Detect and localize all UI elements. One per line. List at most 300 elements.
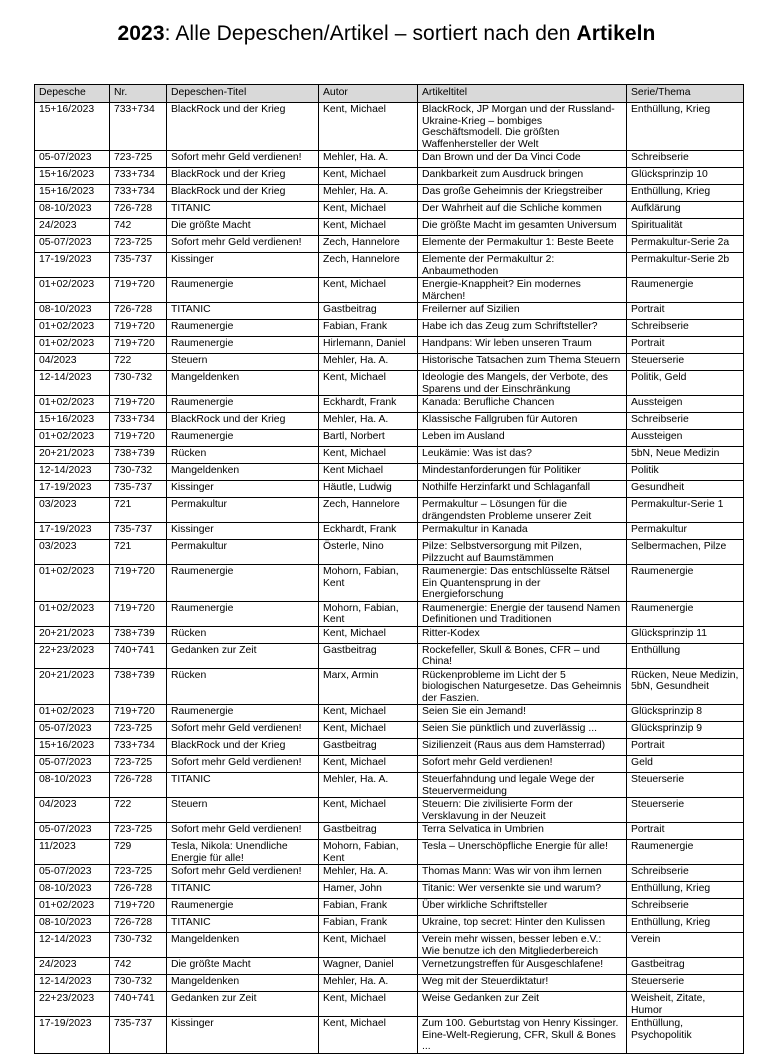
- autor-cell: Kent, Michael: [319, 756, 418, 773]
- nr-cell: 742: [110, 219, 167, 236]
- depesche-cell: 17-19/2023: [35, 481, 110, 498]
- depesche-cell: 24/2023: [35, 219, 110, 236]
- autor-cell: Gastbeitrag: [319, 303, 418, 320]
- serie-thema-cell: Schreibserie: [627, 899, 744, 916]
- nr-cell: 721: [110, 540, 167, 565]
- table-body: [35, 103, 744, 1054]
- table-row: [35, 523, 744, 540]
- depeschen-titel-cell: TITANIC: [167, 303, 319, 320]
- depesche-cell: 12-14/2023: [35, 975, 110, 992]
- serie-thema-cell: Steuerserie: [627, 773, 744, 798]
- nr-cell: 722: [110, 798, 167, 823]
- autor-cell: Kent, Michael: [319, 202, 418, 219]
- depeschen-titel-cell: Raumenergie: [167, 320, 319, 337]
- serie-thema-cell: Rücken, Neue Medizin, 5bN, Gesundheit: [627, 668, 744, 705]
- serie-thema-cell: Portrait: [627, 337, 744, 354]
- table-row: [35, 464, 744, 481]
- depesche-cell: 22+23/2023: [35, 992, 110, 1017]
- autor-cell: Kent, Michael: [319, 447, 418, 464]
- artikeltitel-cell: Ukraine, top secret: Hinter den Kulissen: [418, 916, 627, 933]
- autor-cell: Gastbeitrag: [319, 823, 418, 840]
- column-header-serie-thema: Serie/Thema: [627, 85, 744, 103]
- artikeltitel-cell: Permakultur in Kanada: [418, 523, 627, 540]
- nr-cell: 719+720: [110, 565, 167, 602]
- serie-thema-cell: Portrait: [627, 739, 744, 756]
- depeschen-titel-cell: Raumenergie: [167, 565, 319, 602]
- depeschen-titel-cell: Sofort mehr Geld verdienen!: [167, 865, 319, 882]
- serie-thema-cell: Permakultur: [627, 523, 744, 540]
- artikeltitel-cell: Dankbarkeit zum Ausdruck bringen: [418, 168, 627, 185]
- depeschen-titel-cell: Die größte Macht: [167, 958, 319, 975]
- depesche-cell: 24/2023: [35, 958, 110, 975]
- artikeltitel-cell: Über wirkliche Schriftsteller: [418, 899, 627, 916]
- nr-cell: 742: [110, 958, 167, 975]
- nr-cell: 730-732: [110, 464, 167, 481]
- nr-cell: 738+739: [110, 626, 167, 643]
- serie-thema-cell: Schreibserie: [627, 865, 744, 882]
- autor-cell: Mohorn, Fabian, Kent: [319, 565, 418, 602]
- table-row: [35, 773, 744, 798]
- depesche-cell: 11/2023: [35, 840, 110, 865]
- serie-thema-cell: Politik: [627, 464, 744, 481]
- depesche-cell: 15+16/2023: [35, 103, 110, 151]
- autor-cell: Kent, Michael: [319, 722, 418, 739]
- nr-cell: 735-737: [110, 1017, 167, 1054]
- table-row: [35, 933, 744, 958]
- nr-cell: 735-737: [110, 481, 167, 498]
- depeschen-titel-cell: Mangeldenken: [167, 975, 319, 992]
- artikeltitel-cell: BlackRock, JP Morgan und der Russland-Ukraine-Krieg – bombiges Geschäftsmodell. Die größten Waffenhersteller der Welt: [418, 103, 627, 151]
- artikeltitel-cell: Die größte Macht im gesamten Universum: [418, 219, 627, 236]
- autor-cell: Gastbeitrag: [319, 643, 418, 668]
- nr-cell: 735-737: [110, 523, 167, 540]
- depesche-cell: 15+16/2023: [35, 739, 110, 756]
- depeschen-titel-cell: TITANIC: [167, 882, 319, 899]
- artikeltitel-cell: Ritter-Kodex: [418, 626, 627, 643]
- table-row: [35, 396, 744, 413]
- artikeltitel-cell: Nothilfe Herzinfarkt und Schlaganfall: [418, 481, 627, 498]
- autor-cell: Kent, Michael: [319, 798, 418, 823]
- table-row: [35, 756, 744, 773]
- depesche-cell: 08-10/2023: [35, 303, 110, 320]
- autor-cell: Kent, Michael: [319, 278, 418, 303]
- depeschen-titel-cell: TITANIC: [167, 202, 319, 219]
- artikeltitel-cell: Elemente der Permakultur 1: Beste Beete: [418, 236, 627, 253]
- serie-thema-cell: Enthüllung, Krieg: [627, 916, 744, 933]
- column-header-nr: Nr.: [110, 85, 167, 103]
- depeschen-titel-cell: Rücken: [167, 447, 319, 464]
- artikeltitel-cell: Pilze: Selbstversorgung mit Pilzen, Pilzzucht auf Baumstämmen: [418, 540, 627, 565]
- table-row: [35, 626, 744, 643]
- serie-thema-cell: Weisheit, Zitate, Humor: [627, 992, 744, 1017]
- artikeltitel-cell: Titanic: Wer versenkte sie und warum?: [418, 882, 627, 899]
- table-row: [35, 337, 744, 354]
- table-row: [35, 413, 744, 430]
- artikeltitel-cell: Der Wahrheit auf die Schliche kommen: [418, 202, 627, 219]
- table-row: [35, 354, 744, 371]
- table-row: [35, 705, 744, 722]
- autor-cell: Eckhardt, Frank: [319, 396, 418, 413]
- depesche-cell: 05-07/2023: [35, 823, 110, 840]
- depesche-cell: 22+23/2023: [35, 643, 110, 668]
- table-row: [35, 430, 744, 447]
- nr-cell: 726-728: [110, 303, 167, 320]
- depesche-cell: 20+21/2023: [35, 626, 110, 643]
- table-row: [35, 303, 744, 320]
- nr-cell: 719+720: [110, 899, 167, 916]
- artikeltitel-cell: Raumenergie: Das entschlüsselte Rätsel Ein Quantensprung in der Energieforschung: [418, 565, 627, 602]
- depesche-cell: 12-14/2023: [35, 464, 110, 481]
- artikeltitel-cell: Habe ich das Zeug zum Schriftsteller?: [418, 320, 627, 337]
- serie-thema-cell: Steuerserie: [627, 975, 744, 992]
- depeschen-titel-cell: BlackRock und der Krieg: [167, 739, 319, 756]
- autor-cell: Wagner, Daniel: [319, 958, 418, 975]
- table-row: [35, 916, 744, 933]
- depesche-cell: 08-10/2023: [35, 882, 110, 899]
- nr-cell: 730-732: [110, 975, 167, 992]
- artikeltitel-cell: Raumenergie: Energie der tausend Namen Definitionen und Traditionen: [418, 601, 627, 626]
- artikeltitel-cell: Mindestanforderungen für Politiker: [418, 464, 627, 481]
- artikeltitel-cell: Seien Sie ein Jemand!: [418, 705, 627, 722]
- serie-thema-cell: Enthüllung, Krieg: [627, 882, 744, 899]
- autor-cell: Kent, Michael: [319, 992, 418, 1017]
- autor-cell: Zech, Hannelore: [319, 498, 418, 523]
- nr-cell: 740+741: [110, 643, 167, 668]
- depeschen-titel-cell: Sofort mehr Geld verdienen!: [167, 151, 319, 168]
- autor-cell: Mehler, Ha. A.: [319, 975, 418, 992]
- table-row: [35, 958, 744, 975]
- table-row: [35, 481, 744, 498]
- depeschen-titel-cell: Tesla, Nikola: Unendliche Energie für alle!: [167, 840, 319, 865]
- artikeltitel-cell: Weise Gedanken zur Zeit: [418, 992, 627, 1017]
- depesche-cell: 15+16/2023: [35, 413, 110, 430]
- autor-cell: Mehler, Ha. A.: [319, 865, 418, 882]
- artikeltitel-cell: Vernetzungstreffen für Ausgeschlafene!: [418, 958, 627, 975]
- depeschen-titel-cell: Permakultur: [167, 540, 319, 565]
- depesche-cell: 03/2023: [35, 540, 110, 565]
- nr-cell: 738+739: [110, 668, 167, 705]
- table-row: [35, 498, 744, 523]
- serie-thema-cell: Permakultur-Serie 2a: [627, 236, 744, 253]
- depesche-cell: 15+16/2023: [35, 168, 110, 185]
- depeschen-titel-cell: Sofort mehr Geld verdienen!: [167, 823, 319, 840]
- depeschen-titel-cell: Gedanken zur Zeit: [167, 992, 319, 1017]
- nr-cell: 723-725: [110, 756, 167, 773]
- depesche-cell: 01+02/2023: [35, 337, 110, 354]
- table-row: [35, 798, 744, 823]
- artikeltitel-cell: Klassische Fallgruben für Autoren: [418, 413, 627, 430]
- depesche-cell: 01+02/2023: [35, 278, 110, 303]
- nr-cell: 735-737: [110, 253, 167, 278]
- nr-cell: 729: [110, 840, 167, 865]
- serie-thema-cell: Portrait: [627, 823, 744, 840]
- autor-cell: Kent, Michael: [319, 103, 418, 151]
- serie-thema-cell: Aussteigen: [627, 396, 744, 413]
- depeschen-titel-cell: Kissinger: [167, 481, 319, 498]
- autor-cell: Kent, Michael: [319, 933, 418, 958]
- autor-cell: Österle, Nino: [319, 540, 418, 565]
- depesche-cell: 12-14/2023: [35, 933, 110, 958]
- serie-thema-cell: Raumenergie: [627, 278, 744, 303]
- depesche-cell: 17-19/2023: [35, 1017, 110, 1054]
- depeschen-titel-cell: Rücken: [167, 626, 319, 643]
- serie-thema-cell: Portrait: [627, 303, 744, 320]
- nr-cell: 733+734: [110, 168, 167, 185]
- title-emphasis: Artikeln: [576, 22, 656, 45]
- artikeltitel-cell: Kanada: Berufliche Chancen: [418, 396, 627, 413]
- depesche-cell: 01+02/2023: [35, 396, 110, 413]
- autor-cell: Mohorn, Fabian, Kent: [319, 840, 418, 865]
- depesche-cell: 15+16/2023: [35, 185, 110, 202]
- nr-cell: 730-732: [110, 371, 167, 396]
- depesche-cell: 20+21/2023: [35, 447, 110, 464]
- nr-cell: 723-725: [110, 236, 167, 253]
- table-row: [35, 447, 744, 464]
- serie-thema-cell: Selbermachen, Pilze: [627, 540, 744, 565]
- depesche-cell: 05-07/2023: [35, 756, 110, 773]
- artikeltitel-cell: Handpans: Wir leben unseren Traum: [418, 337, 627, 354]
- table-row: [35, 668, 744, 705]
- artikeltitel-cell: Energie-Knappheit? Ein modernes Märchen!: [418, 278, 627, 303]
- serie-thema-cell: Enthüllung, Krieg: [627, 185, 744, 202]
- serie-thema-cell: Raumenergie: [627, 601, 744, 626]
- depeschen-titel-cell: Raumenergie: [167, 278, 319, 303]
- depesche-cell: 20+21/2023: [35, 668, 110, 705]
- depeschen-titel-cell: BlackRock und der Krieg: [167, 413, 319, 430]
- serie-thema-cell: Spiritualität: [627, 219, 744, 236]
- depeschen-titel-cell: TITANIC: [167, 773, 319, 798]
- serie-thema-cell: Enthüllung: [627, 643, 744, 668]
- depeschen-titel-cell: Sofort mehr Geld verdienen!: [167, 756, 319, 773]
- depeschen-titel-cell: Raumenergie: [167, 430, 319, 447]
- autor-cell: Fabian, Frank: [319, 916, 418, 933]
- depesche-cell: 05-07/2023: [35, 722, 110, 739]
- nr-cell: 719+720: [110, 601, 167, 626]
- table-row: [35, 643, 744, 668]
- autor-cell: Zech, Hannelore: [319, 236, 418, 253]
- table-row: [35, 823, 744, 840]
- nr-cell: 733+734: [110, 739, 167, 756]
- nr-cell: 726-728: [110, 202, 167, 219]
- autor-cell: Gastbeitrag: [319, 739, 418, 756]
- depesche-cell: 05-07/2023: [35, 151, 110, 168]
- table-row: [35, 865, 744, 882]
- autor-cell: Kent Michael: [319, 464, 418, 481]
- serie-thema-cell: Raumenergie: [627, 565, 744, 602]
- autor-cell: Mohorn, Fabian, Kent: [319, 601, 418, 626]
- serie-thema-cell: Gastbeitrag: [627, 958, 744, 975]
- table-row: [35, 601, 744, 626]
- nr-cell: 726-728: [110, 773, 167, 798]
- nr-cell: 722: [110, 354, 167, 371]
- nr-cell: 726-728: [110, 882, 167, 899]
- table-row: [35, 882, 744, 899]
- table-row: [35, 840, 744, 865]
- nr-cell: 719+720: [110, 337, 167, 354]
- artikeltitel-cell: Rockefeller, Skull & Bones, CFR – und China!: [418, 643, 627, 668]
- autor-cell: Mehler, Ha. A.: [319, 151, 418, 168]
- serie-thema-cell: Glücksprinzip 9: [627, 722, 744, 739]
- depeschen-titel-cell: Raumenergie: [167, 899, 319, 916]
- depesche-cell: 01+02/2023: [35, 430, 110, 447]
- depeschen-titel-cell: Steuern: [167, 354, 319, 371]
- nr-cell: 740+741: [110, 992, 167, 1017]
- depeschen-titel-cell: BlackRock und der Krieg: [167, 103, 319, 151]
- depeschen-titel-cell: Raumenergie: [167, 601, 319, 626]
- artikeltitel-cell: Sofort mehr Geld verdienen!: [418, 756, 627, 773]
- depesche-cell: 05-07/2023: [35, 865, 110, 882]
- serie-thema-cell: Steuerserie: [627, 354, 744, 371]
- depeschen-titel-cell: Die größte Macht: [167, 219, 319, 236]
- depesche-cell: 04/2023: [35, 798, 110, 823]
- table-row: [35, 722, 744, 739]
- depeschen-titel-cell: Sofort mehr Geld verdienen!: [167, 722, 319, 739]
- artikeltitel-cell: Zum 100. Geburtstag von Henry Kissinger. Eine-Welt-Regierung, CFR, Skull & Bones ...: [418, 1017, 627, 1054]
- nr-cell: 733+734: [110, 413, 167, 430]
- autor-cell: Häutle, Ludwig: [319, 481, 418, 498]
- nr-cell: 719+720: [110, 278, 167, 303]
- artikeltitel-cell: Seien Sie pünktlich und zuverlässig ...: [418, 722, 627, 739]
- nr-cell: 733+734: [110, 185, 167, 202]
- serie-thema-cell: Schreibserie: [627, 320, 744, 337]
- column-header-artikeltitel: Artikeltitel: [418, 85, 627, 103]
- table-row: [35, 278, 744, 303]
- artikeltitel-cell: Leukämie: Was ist das?: [418, 447, 627, 464]
- table-row: [35, 899, 744, 916]
- serie-thema-cell: Raumenergie: [627, 840, 744, 865]
- autor-cell: Fabian, Frank: [319, 899, 418, 916]
- depeschen-titel-cell: BlackRock und der Krieg: [167, 185, 319, 202]
- table-row: [35, 565, 744, 602]
- autor-cell: Bartl, Norbert: [319, 430, 418, 447]
- column-header-depeschen-titel: Depeschen-Titel: [167, 85, 319, 103]
- table-row: [35, 371, 744, 396]
- nr-cell: 733+734: [110, 103, 167, 151]
- depesche-cell: 01+02/2023: [35, 899, 110, 916]
- artikeltitel-cell: Dan Brown und der Da Vinci Code: [418, 151, 627, 168]
- serie-thema-cell: Gesundheit: [627, 481, 744, 498]
- depesche-cell: 05-07/2023: [35, 236, 110, 253]
- autor-cell: Kent, Michael: [319, 705, 418, 722]
- depesche-cell: 17-19/2023: [35, 253, 110, 278]
- depesche-cell: 03/2023: [35, 498, 110, 523]
- serie-thema-cell: Enthüllung, Krieg: [627, 103, 744, 151]
- table-row: [35, 202, 744, 219]
- serie-thema-cell: Aussteigen: [627, 430, 744, 447]
- table-row: [35, 992, 744, 1017]
- depeschen-titel-cell: BlackRock und der Krieg: [167, 168, 319, 185]
- depeschen-titel-cell: Rücken: [167, 668, 319, 705]
- title-middle: : Alle Depeschen/Artikel – sortiert nach den: [164, 22, 577, 45]
- table-row: [35, 1017, 744, 1054]
- artikeltitel-cell: Tesla – Unerschöpfliche Energie für alle!: [418, 840, 627, 865]
- nr-cell: 719+720: [110, 396, 167, 413]
- serie-thema-cell: Politik, Geld: [627, 371, 744, 396]
- autor-cell: Marx, Armin: [319, 668, 418, 705]
- artikeltitel-cell: Steuern: Die zivilisierte Form der Versklavung in der Neuzeit: [418, 798, 627, 823]
- nr-cell: 723-725: [110, 865, 167, 882]
- autor-cell: Mehler, Ha. A.: [319, 413, 418, 430]
- nr-cell: 719+720: [110, 430, 167, 447]
- depeschen-titel-cell: Steuern: [167, 798, 319, 823]
- depesche-cell: 01+02/2023: [35, 705, 110, 722]
- depesche-cell: 04/2023: [35, 354, 110, 371]
- autor-cell: Kent, Michael: [319, 626, 418, 643]
- nr-cell: 723-725: [110, 722, 167, 739]
- artikeltitel-cell: Steuerfahndung und legale Wege der Steuervermeidung: [418, 773, 627, 798]
- autor-cell: Kent, Michael: [319, 168, 418, 185]
- nr-cell: 719+720: [110, 320, 167, 337]
- depeschen-titel-cell: Permakultur: [167, 498, 319, 523]
- depesche-cell: 01+02/2023: [35, 601, 110, 626]
- serie-thema-cell: Aufklärung: [627, 202, 744, 219]
- table-row: [35, 739, 744, 756]
- autor-cell: Kent, Michael: [319, 371, 418, 396]
- depeschen-titel-cell: Kissinger: [167, 1017, 319, 1054]
- serie-thema-cell: Enthüllung, Psychopolitik: [627, 1017, 744, 1054]
- artikeltitel-cell: Historische Tatsachen zum Thema Steuern: [418, 354, 627, 371]
- nr-cell: 730-732: [110, 933, 167, 958]
- autor-cell: Fabian, Frank: [319, 320, 418, 337]
- table-row: [35, 103, 744, 151]
- artikeltitel-cell: Freilerner auf Sizilien: [418, 303, 627, 320]
- serie-thema-cell: Glücksprinzip 10: [627, 168, 744, 185]
- depesche-cell: 08-10/2023: [35, 916, 110, 933]
- depeschen-titel-cell: Kissinger: [167, 523, 319, 540]
- depeschen-titel-cell: Kissinger: [167, 253, 319, 278]
- depeschen-titel-cell: Mangeldenken: [167, 464, 319, 481]
- nr-cell: 726-728: [110, 916, 167, 933]
- depeschen-titel-cell: Gedanken zur Zeit: [167, 643, 319, 668]
- autor-cell: Mehler, Ha. A.: [319, 773, 418, 798]
- table-row: [35, 975, 744, 992]
- depeschen-titel-cell: Sofort mehr Geld verdienen!: [167, 236, 319, 253]
- depeschen-titel-cell: TITANIC: [167, 916, 319, 933]
- table-row: [35, 151, 744, 168]
- depeschen-titel-cell: Raumenergie: [167, 705, 319, 722]
- column-header-depesche: Depesche: [35, 85, 110, 103]
- table-row: [35, 236, 744, 253]
- column-header-autor: Autor: [319, 85, 418, 103]
- serie-thema-cell: Schreibserie: [627, 413, 744, 430]
- autor-cell: Hirlemann, Daniel: [319, 337, 418, 354]
- table-row: [35, 168, 744, 185]
- artikeltitel-cell: Das große Geheimnis der Kriegstreiber: [418, 185, 627, 202]
- depeschen-titel-cell: Raumenergie: [167, 337, 319, 354]
- nr-cell: 719+720: [110, 705, 167, 722]
- depesche-cell: 01+02/2023: [35, 565, 110, 602]
- title-year: 2023: [117, 22, 165, 45]
- depesche-cell: 01+02/2023: [35, 320, 110, 337]
- artikeltitel-cell: Terra Selvatica in Umbrien: [418, 823, 627, 840]
- serie-thema-cell: Schreibserie: [627, 151, 744, 168]
- autor-cell: Eckhardt, Frank: [319, 523, 418, 540]
- serie-thema-cell: Geld: [627, 756, 744, 773]
- nr-cell: 721: [110, 498, 167, 523]
- artikeltitel-cell: Elemente der Permakultur 2: Anbaumethoden: [418, 253, 627, 278]
- serie-thema-cell: Permakultur-Serie 1: [627, 498, 744, 523]
- serie-thema-cell: Steuerserie: [627, 798, 744, 823]
- depesche-cell: 12-14/2023: [35, 371, 110, 396]
- articles-table: [34, 84, 744, 1054]
- artikeltitel-cell: Thomas Mann: Was wir von ihm lernen: [418, 865, 627, 882]
- table-row: [35, 185, 744, 202]
- depesche-cell: 08-10/2023: [35, 202, 110, 219]
- autor-cell: Hamer, John: [319, 882, 418, 899]
- autor-cell: Zech, Hannelore: [319, 253, 418, 278]
- nr-cell: 738+739: [110, 447, 167, 464]
- artikeltitel-cell: Verein mehr wissen, besser leben e.V.: Wie benutze ich den Mitgliederbereich: [418, 933, 627, 958]
